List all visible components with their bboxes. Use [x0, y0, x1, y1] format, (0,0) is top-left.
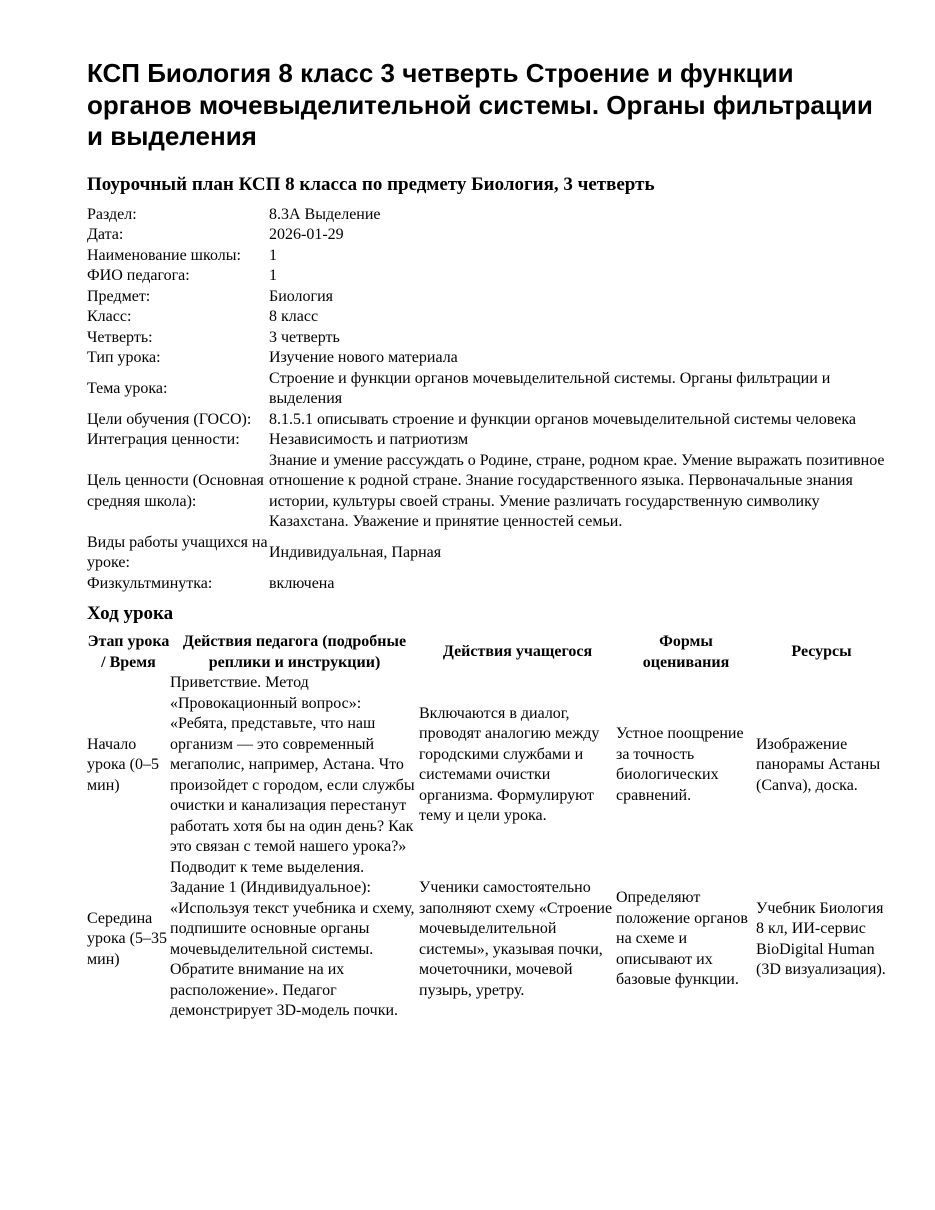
info-row [87, 307, 887, 328]
resources-cell: Учебник Биология 8 кл, ИИ-сервис BioDigital Human (3D визуализация). [756, 899, 886, 978]
info-row [87, 225, 887, 246]
info-label: Класс: [87, 308, 132, 325]
info-label: Тема урока: [87, 379, 168, 397]
info-label: Цель ценности (Основная средняя школа): [87, 472, 264, 510]
header-resources: Ресурсы [791, 643, 852, 661]
lesson-table-header-row [87, 632, 887, 673]
info-label: Предмет: [87, 287, 151, 305]
info-value: 2026-01-29 [269, 226, 344, 243]
student-actions-cell: Включаются в диалог, проводят аналогию между городскими службами и системами очистки организма. Формулируют тему и цели урока. [419, 704, 600, 825]
info-label: Виды работы учащихся на уроке: [87, 533, 268, 571]
info-value: 8 класс [269, 308, 319, 325]
info-value: Знание и умение рассуждать о Родине, стране, родном крае. Умение выражать позитивное отношение к родной стране. Знание государственного языка. Первоначальные знания истории, культуры своей страны. Умение различать государственную символику Казахстана. Уважение и принятие ценностей семьи. [269, 451, 885, 530]
header-teacher-actions: Действия педагога (подробные реплики и инструкции) [182, 633, 407, 671]
info-label: Интеграция ценности: [87, 431, 240, 448]
document-title: КСП Биология 8 класс 3 четверть Строение и функции органов мочевыделительной системы. Органы фильтрации и выделения [87, 58, 873, 151]
document-page [87, 58, 887, 1022]
info-value: Биология [269, 287, 334, 305]
info-label: Наименование школы: [87, 246, 241, 264]
info-row [87, 533, 887, 574]
info-value: 8.1.5.1 описывать строение и функции органов мочевыделительной системы человека [269, 410, 856, 428]
info-row [87, 287, 887, 308]
lesson-heading: Ход урока [87, 603, 174, 624]
info-row [87, 328, 887, 349]
info-row [87, 574, 887, 595]
lesson-info-table [87, 205, 887, 595]
info-value: 3 четверть [269, 328, 340, 346]
header-assessment: Формы оценивания [642, 633, 730, 671]
info-label: Тип урока: [87, 349, 161, 366]
info-row [87, 266, 887, 287]
info-label: Четверть: [87, 328, 153, 346]
info-value: 1 [269, 246, 277, 264]
info-row [87, 348, 887, 369]
info-row [87, 205, 887, 226]
stage-cell: Начало урока (0–5 мин) [87, 735, 159, 794]
teacher-actions-cell: Подводит к теме выделения. Задание 1 (Индивидуальное): «Используя текст учебника и схему, подпишите основные органы мочевыделительной системы. Обратите внимание на их расположение». Педагог демонстрирует 3D-модель почки. [170, 858, 415, 1019]
info-label: Дата: [87, 226, 124, 243]
teacher-actions-cell: Приветствие. Метод «Провокационный вопрос»: «Ребята, представьте, что наш организм — это современный мегаполис, например, Астана. Что произойдет с городом, если службы очистки и канализация перестанут работать хотя бы на один день? Как это связан с темой нашего урока?» [170, 674, 415, 855]
info-row [87, 430, 887, 451]
table-row [87, 858, 887, 1022]
info-row [87, 410, 887, 431]
header-student-actions: Действия учащегося [442, 643, 593, 661]
assessment-cell: Определяют положение органов на схеме и описывают их базовые функции. [616, 889, 748, 989]
info-value: 8.3А Выделение [269, 205, 381, 223]
info-label: Физкультминутка: [87, 574, 213, 592]
info-row [87, 451, 887, 533]
header-stage: Этап урока / Время [87, 633, 170, 671]
info-value: включена [269, 574, 335, 592]
info-row [87, 369, 887, 410]
info-value: Индивидуальная, Парная [269, 543, 442, 561]
info-value: Строение и функции органов мочевыделительной системы. Органы фильтрации и выделения [269, 369, 831, 407]
info-value: Изучение нового материала [269, 349, 458, 366]
resources-cell: Изображение панорамы Астаны (Canva), доска. [756, 735, 881, 794]
stage-cell: Середина урока (5–35 мин) [87, 909, 167, 968]
lesson-plan-table [87, 632, 887, 1022]
info-label: Цели обучения (ГОСО): [87, 410, 252, 428]
info-value: Независимость и патриотизм [269, 431, 469, 448]
info-label: Раздел: [87, 205, 137, 223]
info-label: ФИО педагога: [87, 267, 190, 284]
student-actions-cell: Ученики самостоятельно заполняют схему «Строение мочевыделительной системы», указывая почки, мочеточники, мочевой пузырь, уретру. [419, 879, 613, 999]
document-subtitle: Поурочный план КСП 8 класса по предмету Биология, 3 четверть [87, 173, 655, 195]
info-value: 1 [269, 267, 277, 284]
assessment-cell: Устное поощрение за точность биологических сравнений. [616, 725, 744, 804]
table-row [87, 673, 887, 858]
info-row [87, 246, 887, 267]
